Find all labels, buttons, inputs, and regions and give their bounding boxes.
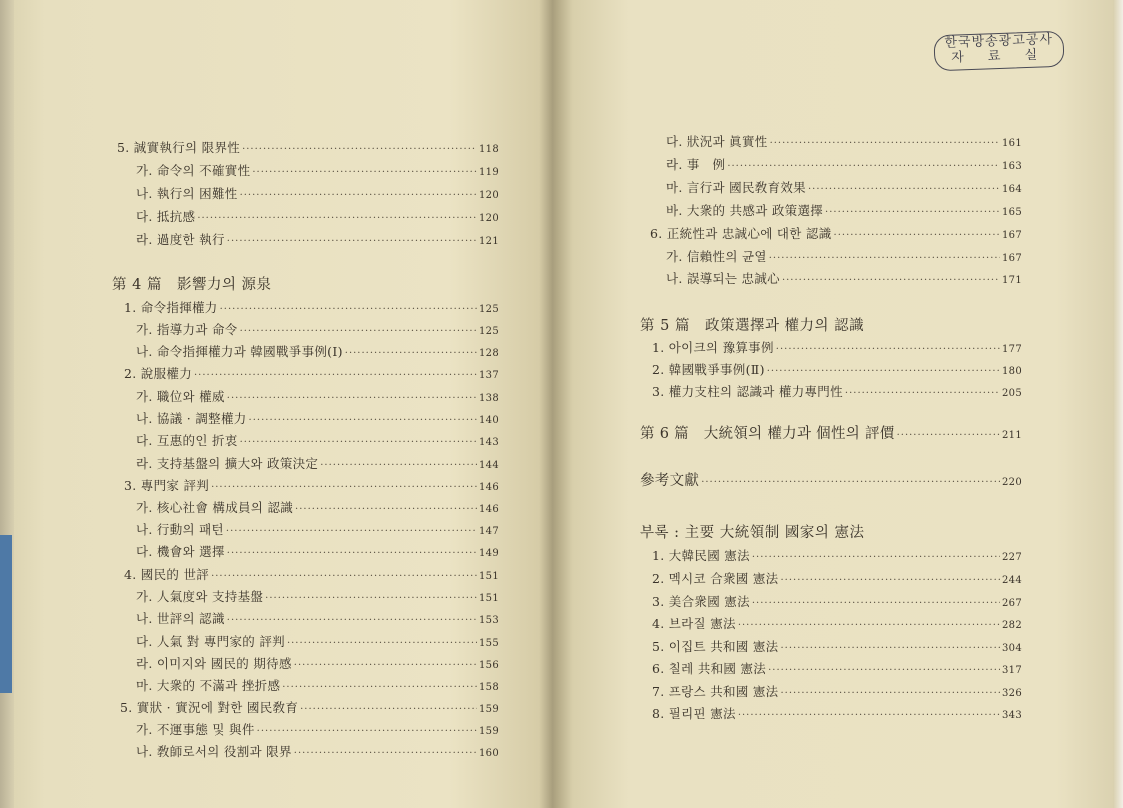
leader-dots (780, 686, 1000, 702)
library-stamp (933, 31, 1064, 72)
leader-dots (227, 613, 477, 629)
toc-entry-label: 라. 支持基盤의 擴大와 政策決定 (136, 456, 319, 471)
toc-entry-page: 164 (1002, 184, 1022, 195)
toc-entry-page: 159 (479, 726, 499, 737)
leader-dots (782, 273, 1000, 289)
toc-entry-label: 第 6 篇 大統領의 權力과 個性의 評價 (640, 426, 895, 442)
toc-entry-label: 다. 狀況과 眞實性 (666, 134, 768, 149)
leader-dots (738, 618, 1000, 634)
leader-dots (767, 364, 1000, 380)
toc-entry-page: 120 (479, 190, 499, 201)
toc-entry-page: 121 (479, 236, 499, 247)
toc-entry-label: 나. 敎師로서의 役割과 限界 (136, 744, 292, 759)
toc-entry-label: 가. 不運事態 및 與件 (136, 722, 255, 737)
toc-entry-label: 1. 大韓民國 憲法 (652, 548, 750, 563)
leader-dots (240, 435, 477, 451)
toc-entry-label: 3. 專門家 評判 (124, 478, 210, 493)
toc-entry (652, 684, 1022, 702)
toc-entry (666, 249, 1022, 267)
toc-entry-page: 244 (1002, 575, 1022, 586)
leader-dots (727, 159, 1000, 175)
toc-entry (136, 433, 499, 451)
leader-dots (780, 641, 1000, 657)
toc-entry-label: 4. 브라질 憲法 (652, 616, 736, 631)
toc-entry (136, 163, 499, 181)
leader-dots (294, 658, 477, 674)
leader-dots (825, 205, 1000, 221)
toc-entry-page: 343 (1002, 710, 1022, 721)
toc-entry (136, 522, 499, 540)
toc-entry-label: 1. 아이크의 豫算事例 (652, 340, 774, 355)
toc-entry-label: 2. 說服權力 (124, 366, 192, 381)
toc-entry-label: 다. 互惠的인 折衷 (136, 433, 238, 448)
toc-entry-page: 151 (479, 571, 499, 582)
toc-entry-page: 137 (479, 370, 499, 381)
toc-entry-page: 149 (479, 548, 499, 559)
stamp-line-2: 자 료 실 (950, 47, 1048, 66)
toc-entry-label: 가. 命令의 不確實性 (136, 163, 251, 178)
leader-dots (227, 391, 477, 407)
part-4-title: 第 4 篇 影響力의 源泉 (112, 277, 272, 293)
toc-entry-label: 6. 칠레 共和國 憲法 (652, 661, 767, 676)
toc-entry (136, 232, 499, 250)
toc-entry (136, 389, 499, 407)
left-page (14, 0, 542, 808)
toc-entry-label: 라. 事 例 (666, 157, 726, 172)
toc-entry-page: 125 (479, 326, 499, 337)
toc-entry-label: 2. 멕시코 合衆國 憲法 (652, 571, 779, 586)
toc-entry-page: 146 (479, 504, 499, 515)
toc-entry-page: 147 (479, 526, 499, 537)
toc-entry (650, 226, 1022, 244)
toc-entry (136, 678, 499, 696)
toc-entry-label: 3. 美合衆國 憲法 (652, 594, 750, 609)
toc-entry-label: 나. 執行의 困難性 (136, 186, 238, 201)
leader-dots (211, 569, 477, 585)
toc-entry-page: 119 (479, 167, 499, 178)
toc-entry-page: 171 (1002, 275, 1022, 286)
toc-entry (652, 571, 1022, 589)
leader-dots (808, 182, 1000, 198)
toc-entry (124, 366, 499, 384)
toc-entry-page: 153 (479, 615, 499, 626)
toc-entry-label: 마. 大衆的 不滿과 挫折感 (136, 678, 281, 693)
toc-entry-page: 163 (1002, 161, 1022, 172)
toc-entry-page: 220 (1002, 477, 1022, 488)
toc-entry (136, 544, 499, 562)
toc-entry (136, 744, 499, 762)
toc-entry (652, 639, 1022, 657)
part-5-title: 第 5 篇 政策選擇과 權力의 認識 (640, 318, 865, 334)
leader-dots (738, 708, 1000, 724)
toc-entry-label: 7. 프랑스 共和國 憲法 (652, 684, 779, 699)
toc-entry (136, 589, 499, 607)
leader-dots (240, 324, 477, 340)
leader-dots (776, 342, 1000, 358)
toc-entry-page: 167 (1002, 230, 1022, 241)
leader-dots (770, 136, 1000, 152)
toc-entry-page: 140 (479, 415, 499, 426)
toc-entry-page: 156 (479, 660, 499, 671)
toc-entry-page: 146 (479, 482, 499, 493)
toc-entry (666, 203, 1022, 221)
toc-entry (120, 700, 499, 718)
toc-entry (124, 300, 499, 318)
leader-dots (240, 188, 477, 204)
leader-dots (897, 428, 1000, 444)
leader-dots (345, 346, 477, 362)
toc-entry (124, 567, 499, 585)
toc-entry-page: 144 (479, 460, 499, 471)
leader-dots (768, 663, 1000, 679)
leader-dots (265, 591, 477, 607)
right-page (572, 0, 1112, 808)
toc-entry-label: 마. 言行과 國民敎育效果 (666, 180, 806, 195)
toc-entry (652, 384, 1022, 402)
toc-entry-label: 나. 命令指揮權力과 韓國戰爭事例(Ⅰ) (136, 344, 343, 359)
toc-entry (652, 594, 1022, 612)
toc-entry-page: 128 (479, 348, 499, 359)
toc-entry-label: 다. 抵抗感 (136, 209, 196, 224)
part-6-entry (640, 426, 1022, 444)
leader-dots (282, 680, 477, 696)
toc-entry-page: 118 (479, 144, 499, 155)
toc-entry (652, 661, 1022, 679)
toc-entry-page: 205 (1002, 388, 1022, 399)
toc-entry-label: 가. 指導力과 命令 (136, 322, 238, 337)
toc-entry (136, 209, 499, 227)
toc-entry-page: 143 (479, 437, 499, 448)
toc-entry (117, 140, 499, 158)
toc-entry-label: 5. 이집트 共和國 憲法 (652, 639, 779, 654)
toc-entry (136, 722, 499, 740)
toc-entry-label: 5. 實狀 · 實況에 對한 國民敎育 (120, 700, 299, 715)
toc-entry-page: 317 (1002, 665, 1022, 676)
leader-dots (780, 573, 1000, 589)
toc-entry-page: 151 (479, 593, 499, 604)
toc-entry (136, 322, 499, 340)
toc-entry-label: 가. 職位와 權威 (136, 389, 225, 404)
leader-dots (227, 234, 477, 250)
leader-dots (300, 702, 477, 718)
toc-entry-label: 5. 誠實執行의 限界性 (117, 140, 241, 155)
toc-entry (652, 548, 1022, 566)
toc-entry-label: 라. 이미지와 國民的 期待感 (136, 656, 292, 671)
toc-entry-page: 120 (479, 213, 499, 224)
toc-entry (136, 186, 499, 204)
toc-entry-page: 125 (479, 304, 499, 315)
blue-tab-marker (0, 535, 12, 693)
toc-entry-page: 304 (1002, 643, 1022, 654)
leader-dots (194, 368, 477, 384)
references-entry (640, 473, 1022, 491)
leader-dots (752, 596, 1000, 612)
toc-entry-label: 라. 過度한 執行 (136, 232, 225, 247)
leader-dots (845, 386, 1000, 402)
leader-dots (257, 724, 477, 740)
toc-entry-label: 가. 核心社會 構成員의 認識 (136, 500, 294, 515)
leader-dots (769, 251, 1000, 267)
leader-dots (252, 165, 477, 181)
toc-entry-label: 나. 行動의 패턴 (136, 522, 224, 537)
toc-entry (666, 271, 1022, 289)
toc-entry (652, 362, 1022, 380)
toc-entry (666, 157, 1022, 175)
leader-dots (320, 458, 477, 474)
toc-entry-page: 211 (1002, 430, 1022, 441)
toc-entry (666, 180, 1022, 198)
leader-dots (834, 228, 1000, 244)
leader-dots (197, 211, 477, 227)
toc-entry-label: 바. 大衆的 共感과 政策選擇 (666, 203, 824, 218)
toc-entry-page: 177 (1002, 344, 1022, 355)
toc-entry (652, 340, 1022, 358)
toc-entry-label: 4. 國民的 世評 (124, 567, 210, 582)
toc-entry-page: 282 (1002, 620, 1022, 631)
toc-entry (136, 500, 499, 518)
toc-entry-page: 161 (1002, 138, 1022, 149)
toc-entry (136, 656, 499, 674)
toc-entry-page: 159 (479, 704, 499, 715)
toc-entry (652, 616, 1022, 634)
appendix-title: 부록 : 主要 大統領制 國家의 憲法 (640, 525, 865, 541)
toc-entry-label: 나. 誤導되는 忠誠心 (666, 271, 780, 286)
toc-entry-label: 3. 權力支柱의 認識과 權力專門性 (652, 384, 843, 399)
leader-dots (752, 550, 1000, 566)
leader-dots (211, 480, 477, 496)
toc-entry (666, 134, 1022, 152)
leader-dots (295, 502, 477, 518)
toc-entry-label: 다. 人氣 對 專門家的 評判 (136, 634, 285, 649)
toc-entry-label: 가. 人氣度와 支持基盤 (136, 589, 264, 604)
toc-entry-label: 나. 世評의 認識 (136, 611, 225, 626)
toc-entry-page: 326 (1002, 688, 1022, 699)
toc-entry-page: 167 (1002, 253, 1022, 264)
toc-entry-label: 가. 信賴性의 균열 (666, 249, 767, 264)
toc-entry (136, 344, 499, 362)
toc-entry (136, 634, 499, 652)
toc-entry-label: 參考文獻 (640, 473, 700, 489)
toc-entry (652, 706, 1022, 724)
leader-dots (701, 475, 1000, 491)
toc-entry (136, 611, 499, 629)
right-page-edge (1113, 0, 1123, 808)
toc-entry (136, 456, 499, 474)
toc-entry-label: 2. 韓國戰爭事例(Ⅱ) (652, 362, 765, 377)
toc-entry-page: 165 (1002, 207, 1022, 218)
leader-dots (287, 636, 477, 652)
toc-entry-page: 160 (479, 748, 499, 759)
leader-dots (242, 142, 477, 158)
leader-dots (249, 413, 477, 429)
toc-entry (136, 411, 499, 429)
toc-entry-page: 180 (1002, 366, 1022, 377)
toc-entry-label: 1. 命令指揮權力 (124, 300, 218, 315)
stamp-line-1: 한국방송광고공사 (944, 32, 1054, 51)
leader-dots (227, 546, 477, 562)
toc-entry-page: 138 (479, 393, 499, 404)
toc-entry-label: 나. 協議 · 調整權力 (136, 411, 247, 426)
toc-entry-label: 8. 필리핀 憲法 (652, 706, 736, 721)
toc-entry-page: 267 (1002, 598, 1022, 609)
toc-entry-label: 다. 機會와 選擇 (136, 544, 225, 559)
toc-entry (124, 478, 499, 496)
leader-dots (226, 524, 477, 540)
leader-dots (294, 746, 477, 762)
toc-entry-page: 227 (1002, 552, 1022, 563)
toc-entry-page: 155 (479, 638, 499, 649)
leader-dots (220, 302, 477, 318)
toc-entry-page: 158 (479, 682, 499, 693)
toc-entry-label: 6. 正統性과 忠誠心에 대한 認識 (650, 226, 832, 241)
